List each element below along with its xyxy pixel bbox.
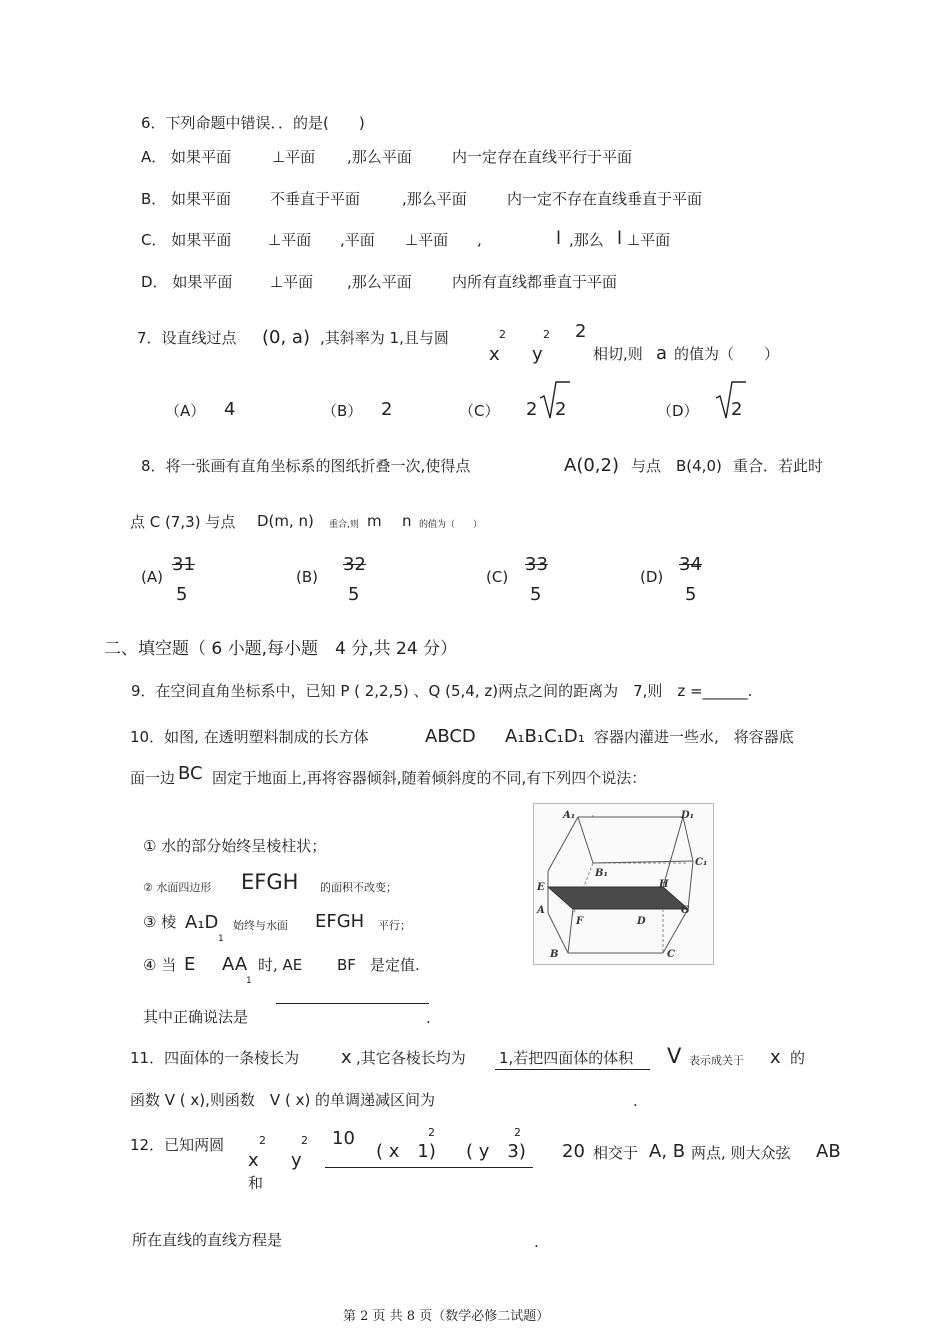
q12-ten: 10 bbox=[332, 1128, 355, 1149]
q8-opt-c-label: (C) bbox=[486, 568, 509, 586]
q12-line1a: 12．已知两圆 bbox=[130, 1136, 225, 1154]
q12-ab: A, B bbox=[649, 1141, 686, 1162]
q8-line2: 点 C (7,3) 与点 bbox=[130, 513, 236, 531]
q8-opt-d-num: 34 bbox=[679, 554, 702, 575]
fig-label-d: D bbox=[637, 916, 646, 927]
fig-label-a1: A₁ bbox=[563, 810, 576, 821]
q8-mid: 与点 bbox=[631, 457, 662, 475]
q6-option-b-3: ,那么平面 bbox=[402, 190, 467, 208]
q12-y: y bbox=[291, 1150, 302, 1171]
q7-opt-b-label: （B） bbox=[322, 402, 363, 420]
q6-option-c-5: , bbox=[477, 231, 482, 249]
q7-a: a bbox=[656, 343, 668, 364]
q11-line1e: 的 bbox=[790, 1049, 806, 1067]
q10-aa-sub: 1 bbox=[246, 976, 252, 986]
q12-ab2: AB bbox=[816, 1141, 841, 1162]
q8-opt-b-num: 32 bbox=[343, 554, 366, 575]
q10-answer-dot: . bbox=[426, 1009, 431, 1027]
q10-a1d-sub: 1 bbox=[218, 934, 224, 944]
q6-option-d-3: ,那么平面 bbox=[347, 273, 412, 291]
q6-option-c-4: ⊥平面 bbox=[405, 231, 449, 249]
section-2-heading: 二、填空题（ 6 小题,每小题 4 分,共 24 分） bbox=[104, 639, 458, 659]
q10-bc: BC bbox=[178, 763, 203, 784]
q8-m: m bbox=[367, 512, 382, 530]
page-footer: 第 2 页 共 8 页（数学必修二试题） bbox=[343, 1309, 550, 1324]
q12-line1c: 两点, 则大众弦 bbox=[691, 1144, 791, 1162]
q6-option-c-2: ⊥平面 bbox=[268, 231, 312, 249]
q10-statement-3a: ③ 棱 bbox=[143, 913, 177, 931]
q11-x2: x bbox=[770, 1047, 781, 1068]
q6-option-c-line-l: l bbox=[556, 228, 562, 249]
q6-option-c-7: ⊥平面 bbox=[627, 231, 671, 249]
q8-point-a: A(0,2) bbox=[564, 455, 619, 476]
q7-opt-d-rad: 2 bbox=[731, 399, 743, 420]
q10-statement-2a: ② 水面四边形 bbox=[143, 881, 212, 894]
q12-underline bbox=[325, 1167, 533, 1168]
q12-line2: 所在直线的直线方程是 bbox=[132, 1231, 283, 1249]
q6-option-c-3: ,平面 bbox=[340, 231, 375, 249]
q7-point: (0, a) bbox=[262, 327, 310, 348]
q8-small2: 的值为（ ） bbox=[419, 520, 483, 530]
q10-statement-4a: ④ 当 bbox=[143, 956, 177, 974]
q6-option-c-6: ,那么 bbox=[569, 231, 604, 249]
q8-opt-a-label: (A) bbox=[141, 568, 163, 586]
q6-option-b-2: 不垂直于平面 bbox=[270, 190, 361, 208]
q12-x-exp: 2 bbox=[259, 1134, 266, 1147]
q8-n: n bbox=[402, 512, 412, 530]
q11-line1b: ,其它各棱长均为 bbox=[356, 1049, 466, 1067]
fig-label-a: A bbox=[537, 905, 545, 916]
q12-line1b: 相交于 bbox=[593, 1144, 639, 1162]
q8-point-d: D(m, n) bbox=[257, 512, 314, 530]
q7-y: y bbox=[532, 344, 543, 365]
q6-option-a-3: ,那么平面 bbox=[347, 148, 412, 166]
q7-opt-b-val: 2 bbox=[381, 399, 393, 420]
q12-px-exp: 2 bbox=[428, 1126, 435, 1139]
q6-option-b-1: B． 如果平面 bbox=[141, 190, 232, 208]
q10-a1b1c1d1: A₁B₁C₁D₁ bbox=[505, 726, 585, 747]
q8-opt-d-den: 5 bbox=[685, 584, 697, 605]
q11-line1c: 1,若把四面体的体积 bbox=[499, 1049, 634, 1067]
q10-statement-4b: 时, AE bbox=[258, 956, 303, 974]
q8-opt-a-num: 31 bbox=[172, 554, 195, 575]
q12-twenty: 20 bbox=[562, 1141, 585, 1162]
q7-opt-c-label: （C） bbox=[459, 402, 500, 420]
fig-label-c1: C₁ bbox=[695, 857, 708, 868]
q7-x-exp: 2 bbox=[499, 328, 506, 341]
q10-aa: AA bbox=[222, 954, 248, 975]
q6-option-c-1: C． 如果平面 bbox=[141, 231, 232, 249]
q7-x: x bbox=[489, 344, 500, 365]
q8-opt-c-num: 33 bbox=[525, 554, 548, 575]
q10-line2b: 固定于地面上,再将容器倾斜,随着倾斜度的不同,有下列四个说法： bbox=[212, 769, 647, 787]
q7-y-exp: 2 bbox=[543, 328, 550, 341]
q10-statement-3c: 平行； bbox=[378, 919, 411, 932]
q10-figure-cuboid bbox=[533, 803, 714, 965]
q10-abcd: ABCD bbox=[425, 726, 476, 747]
q6-option-d-1: D． 如果平面 bbox=[141, 273, 233, 291]
q8-opt-a-den: 5 bbox=[176, 584, 188, 605]
q6-option-d-2: ⊥平面 bbox=[270, 273, 314, 291]
fig-label-f: F bbox=[576, 916, 584, 927]
q10-statement-4c: 是定值. bbox=[370, 956, 420, 974]
q12-px: ( x 1) bbox=[376, 1141, 436, 1162]
q11-v: V bbox=[667, 1044, 682, 1068]
fig-label-h: H bbox=[659, 879, 669, 890]
q7-opt-a-label: （A） bbox=[165, 402, 206, 420]
q10-e: E bbox=[184, 954, 196, 975]
q12-dot: . bbox=[534, 1233, 539, 1251]
q8-opt-c-den: 5 bbox=[530, 584, 542, 605]
q12-x: x bbox=[248, 1150, 259, 1171]
q8-stem: 8．将一张画有直角坐标系的图纸折叠一次,使得点 bbox=[141, 457, 471, 475]
q6-option-d-4: 内所有直线都垂直于平面 bbox=[452, 273, 618, 291]
fig-label-b: B bbox=[550, 949, 559, 960]
q10-efgh: EFGH bbox=[241, 870, 299, 894]
q7-end: 的值为（ ） bbox=[674, 345, 780, 363]
q7-opt-c-rad: 2 bbox=[555, 399, 567, 420]
q7-stem: 7．设直线过点 bbox=[137, 329, 237, 347]
q11-line1a: 11．四面体的一条棱长为 bbox=[130, 1049, 300, 1067]
q6-option-a-2: ⊥平面 bbox=[272, 148, 316, 166]
q11-line1d: 表示成关于 bbox=[689, 1054, 744, 1067]
fig-label-g: G bbox=[681, 905, 690, 916]
q6-stem: 6．下列命题中错误．．的是( ) bbox=[141, 114, 365, 132]
q9-text: 9．在空间直角坐标系中，已知 P ( 2,2,5) 、Q (5,4, z)两点之间的距离为 7,则 z =______. bbox=[131, 682, 753, 700]
q6-option-a-1: A． 如果平面 bbox=[141, 148, 232, 166]
q6-option-a-4: 内一定存在直线平行于平面 bbox=[452, 148, 633, 166]
q10-answer-blank[interactable] bbox=[276, 1003, 429, 1004]
q7-opt-a-val: 4 bbox=[224, 399, 236, 420]
q8-opt-b-den: 5 bbox=[348, 584, 360, 605]
q7-opt-c-coef: 2 bbox=[526, 399, 538, 420]
q7-tail: 相切,则 bbox=[593, 345, 643, 363]
q7-opt-d-label: （D） bbox=[657, 402, 699, 420]
q8-opt-d-label: (D) bbox=[640, 568, 664, 586]
q10-line1b: 容器内灌进一些水, 将容器底 bbox=[594, 728, 794, 746]
fig-label-c: C bbox=[667, 949, 675, 960]
q11-underline bbox=[495, 1069, 650, 1070]
q12-py: ( y 3) bbox=[466, 1141, 526, 1162]
q11-line2: 函数 V ( x),则函数 V ( x) 的单调递减区间为 bbox=[130, 1091, 436, 1109]
fig-label-e: E bbox=[537, 882, 545, 893]
q12-y-exp: 2 bbox=[301, 1134, 308, 1147]
q11-x: x bbox=[341, 1047, 352, 1068]
q11-dot: . bbox=[633, 1092, 638, 1110]
q10-efgh2: EFGH bbox=[315, 911, 365, 932]
q6-option-c-line-l2: l bbox=[617, 228, 623, 249]
q8-opt-b-label: (B) bbox=[296, 568, 318, 586]
q7-mid: ,其斜率为 1,且与圆 bbox=[320, 329, 449, 347]
q10-line2a: 面一边 bbox=[130, 769, 176, 787]
q8-point-b: B(4,0) bbox=[676, 457, 722, 475]
q6-option-b-4: 内一定不存在直线垂直于平面 bbox=[507, 190, 703, 208]
fig-label-b1: B₁ bbox=[595, 868, 608, 879]
q8-tail: 重合．若此时 bbox=[733, 457, 824, 475]
q12-he: 和 bbox=[248, 1174, 264, 1192]
fig-label-d1: D₁ bbox=[681, 810, 695, 821]
q10-statement-2b: 的面积不改变； bbox=[320, 881, 397, 894]
q10-answer-label: 其中正确说法是 bbox=[143, 1008, 249, 1026]
q10-statement-3b: 始终与水面 bbox=[233, 919, 288, 932]
q7-r2: 2 bbox=[575, 321, 587, 342]
q10-a1d: A₁D bbox=[185, 912, 219, 933]
q10-statement-1: ① 水的部分始终呈棱柱状； bbox=[143, 837, 327, 855]
q8-small1: 重合,则 bbox=[329, 520, 359, 530]
q10-bf: BF bbox=[337, 956, 356, 974]
q10-line1a: 10．如图, 在透明塑料制成的长方体 bbox=[130, 728, 369, 746]
q12-py-exp: 2 bbox=[514, 1126, 521, 1139]
